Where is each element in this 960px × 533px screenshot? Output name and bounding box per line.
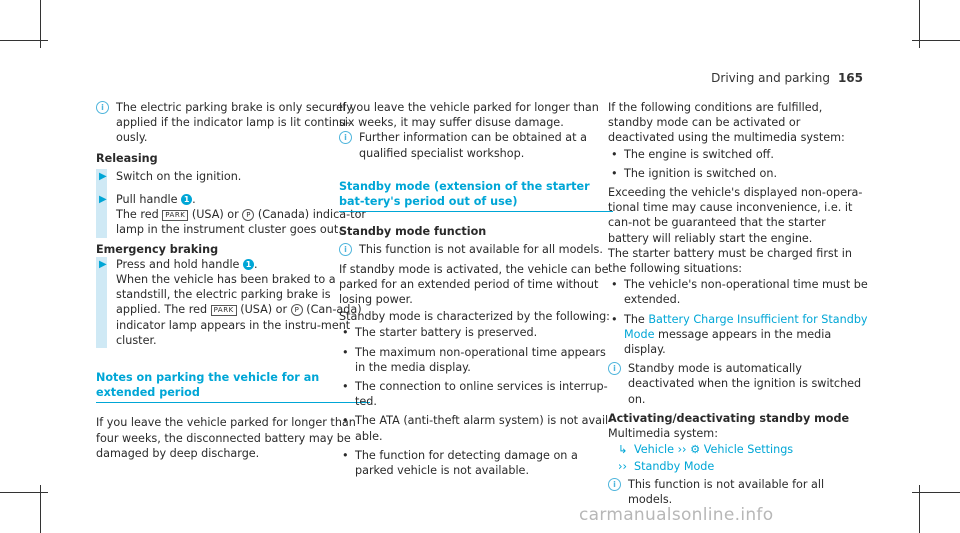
charged-text: The starter battery must be charged first in the following situations: — [608, 246, 852, 276]
crop-mark — [912, 492, 960, 493]
park-indicator-icon: PARK — [162, 210, 188, 221]
step-arrow-icon: ▶ — [99, 258, 107, 270]
list-item: • The ATA (anti-theft alarm system) is not avail-able. — [339, 413, 613, 443]
nav-path-2 — [618, 459, 870, 474]
releasing-title: Releasing — [96, 151, 158, 165]
list-item: • The engine is switched off. — [608, 147, 870, 162]
column-2 — [339, 100, 613, 482]
section-name: Driving and parking — [711, 71, 830, 85]
park-indicator-icon: PARK — [211, 305, 237, 316]
info-icon: i — [608, 362, 621, 375]
double-chevron-icon: ›› — [677, 443, 687, 457]
list-text: message appears in the media display. — [624, 327, 832, 357]
list-item: • The ignition is switched on. — [608, 166, 870, 181]
step-text: Pull handle — [116, 193, 178, 207]
crop-mark — [0, 492, 48, 493]
info-note — [339, 130, 613, 160]
callout-1-icon: 1 — [243, 259, 254, 270]
nav-path-1 — [618, 442, 870, 457]
nav-standby-mode[interactable]: Standby Mode — [634, 460, 715, 474]
callout-1-icon: 1 — [181, 194, 192, 205]
info-note — [608, 361, 870, 407]
exceeding-text: Exceeding the vehicle's displayed non-opera-tional time may cause inconvenience, i.e. it can-not be guaranteed that the starter battery will reliably start the engine. — [608, 186, 863, 245]
list-item: • The vehicle's non-operational time must be extended. — [608, 277, 870, 307]
info-text: This function is not available for all models. — [359, 243, 603, 257]
emergency-block — [96, 242, 370, 348]
info-note — [96, 100, 370, 146]
watermark: carmanualsonline.info — [579, 505, 774, 525]
step-text: Switch on the ignition. — [116, 169, 242, 183]
emergency-title: Emergency braking — [96, 242, 219, 256]
releasing-steps — [99, 169, 370, 238]
notes-title: Notes on parking the vehicle for an extended period — [96, 370, 370, 403]
step-arrow-icon: ▶ — [99, 194, 107, 206]
running-header — [711, 71, 863, 86]
info-note — [608, 477, 870, 507]
step-2: ▶ Pull handle 1 . The red PARK (USA) or P (Canada) indica-tor lamp in the instrument cluster goes out. — [99, 193, 367, 237]
nav-vehicle-settings[interactable]: Vehicle Settings — [703, 443, 794, 457]
crop-mark — [0, 40, 48, 41]
column-3 — [608, 100, 870, 511]
car-settings-icon: ⚙ — [690, 443, 701, 457]
info-icon: i — [339, 131, 352, 144]
info-text: Further information can be obtained at a qualified specialist workshop. — [359, 131, 587, 160]
step-text: (Can-ada) indicator lamp appears in the instru-ment cluster. — [116, 303, 362, 347]
notes-text: If you leave the vehicle parked for longer than four weeks, the disconnected battery may be damaged by deep discharge. — [96, 416, 356, 460]
info-text: Standby mode is automatically deactivated when the ignition is switched on. — [628, 362, 862, 406]
return-arrow-icon: ↳ — [618, 443, 628, 457]
function-title: Standby mode function — [339, 225, 487, 239]
list-item: • The connection to online services is interrup-ted. — [339, 379, 613, 409]
park-circle-icon: P — [242, 209, 254, 221]
page-number: 165 — [837, 71, 863, 85]
step-text: (Canada) indica-tor lamp in the instrument cluster goes out. — [116, 208, 367, 237]
double-chevron-icon: ›› — [618, 460, 627, 474]
emergency-steps — [99, 257, 370, 348]
standby-title: Standby mode (extension of the starter bat-tery's period out of use) — [339, 179, 613, 212]
nav-vehicle[interactable]: Vehicle — [634, 443, 675, 457]
battery-message-link[interactable]: Battery Charge Insufficient for Standby Mode — [624, 312, 868, 341]
step-text: The red — [116, 208, 159, 222]
function-text: If standby mode is activated, the vehicle can be parked for an extended period of time without losing power. — [339, 262, 609, 307]
step-1 — [99, 169, 370, 184]
info-text: The electric parking brake is only securely applied if the indicator lamp is lit continu-ously. — [116, 101, 353, 145]
info-text: This function is not available for all models. — [628, 477, 825, 506]
info-note — [339, 242, 613, 257]
info-icon: i — [96, 101, 109, 114]
list-item: • The starter battery is preserved. — [339, 325, 613, 340]
park-circle-icon: P — [291, 304, 303, 316]
conditions-text: If the following conditions are fulfilled, standby mode can be activated or deactivated using the multimedia system: — [608, 101, 845, 145]
list-item — [608, 312, 870, 358]
standby-bullet-list — [339, 325, 613, 478]
list-text: The — [624, 312, 645, 326]
intro-text: If you leave the vehicle parked for longer than six weeks, it may suffer disuse damage. — [339, 101, 599, 130]
step-text: When the vehicle has been braked to a standstill, the electric parking brake is applied. The red — [116, 273, 336, 317]
step-text: Press and hold handle — [116, 257, 240, 271]
step-arrow-icon: ▶ — [99, 170, 107, 182]
step-1: ▶ Press and hold handle 1 . When the vehicle has been braked to a standstill, the electric parking brake is applied. The red PARK (USA) or P (Can-ada) indicator lamp appears in the instru-ment cluster. — [99, 257, 362, 347]
activating-title: Activating/deactivating standby mode — [608, 411, 850, 425]
step-text: (USA) or — [240, 303, 288, 317]
step-text: (USA) or — [191, 208, 239, 222]
characterized-text: Standby mode is characterized by the following: — [339, 310, 610, 324]
column-1 — [96, 100, 370, 461]
list-item: • The maximum non-operational time appears in the media display. — [339, 345, 613, 375]
list-item: • The function for detecting damage on a parked vehicle is not available. — [339, 448, 613, 478]
info-icon: i — [339, 243, 352, 256]
crop-mark — [912, 40, 960, 41]
info-icon: i — [608, 478, 621, 491]
multimedia-system-label: Multimedia system: — [608, 427, 718, 441]
